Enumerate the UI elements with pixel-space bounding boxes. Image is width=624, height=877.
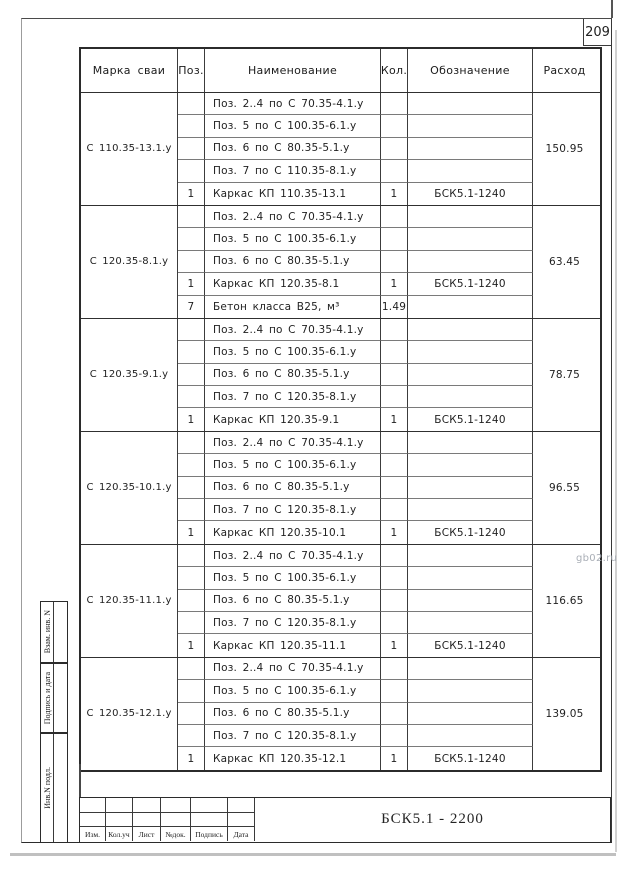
cell-designation <box>408 341 533 363</box>
cell-pile-mark: С 120.35-10.1.у <box>81 432 178 544</box>
cell-qty <box>381 680 408 702</box>
cell-pos <box>178 725 205 747</box>
cell-name: Поз. 6 по С 80.35-5.1.у <box>205 364 381 386</box>
cell-qty <box>381 386 408 408</box>
cell-qty <box>381 703 408 725</box>
cell-designation <box>408 319 533 341</box>
cell-pos <box>178 454 205 476</box>
cell-designation <box>408 680 533 702</box>
cell-pos: 1 <box>178 183 205 205</box>
cell-qty <box>381 545 408 567</box>
stamp-label: Подпись <box>191 827 228 841</box>
cell-designation: БСК5.1-1240 <box>408 408 533 430</box>
cell-qty <box>381 454 408 476</box>
side-box-podpis-data <box>40 663 68 733</box>
cell-pos <box>178 545 205 567</box>
cell-qty: 1 <box>381 273 408 295</box>
stamp-cell <box>106 813 133 827</box>
cell-qty <box>381 228 408 250</box>
stamp-cell <box>133 813 161 827</box>
header-cell-mark: Марка сваи <box>81 49 178 92</box>
cell-qty <box>381 160 408 182</box>
cell-consumption: 150.95 <box>545 142 584 155</box>
cell-designation <box>408 567 533 589</box>
stamp-cell <box>228 813 255 827</box>
cell-name: Каркас КП 110.35-13.1 <box>205 183 381 205</box>
cell-qty <box>381 115 408 137</box>
cell-qty <box>381 658 408 680</box>
cell-designation: БСК5.1-1240 <box>408 273 533 295</box>
stamp-cell <box>161 813 191 827</box>
cell-designation <box>408 499 533 521</box>
cell-designation: БСК5.1-1240 <box>408 183 533 205</box>
stamp-label: №док. <box>161 827 191 841</box>
cell-qty <box>381 364 408 386</box>
cell-designation <box>408 160 533 182</box>
document-code: БСК5.1 - 2200 <box>381 811 484 827</box>
cell-consumption: 63.45 <box>548 255 581 268</box>
table-block <box>81 657 600 770</box>
cell-pos <box>178 206 205 228</box>
cell-name: Каркас КП 120.35-9.1 <box>205 408 381 430</box>
cell-qty <box>381 206 408 228</box>
cell-designation: БСК5.1-1240 <box>408 747 533 769</box>
cell-designation <box>408 93 533 115</box>
cell-qty: 1 <box>381 183 408 205</box>
cell-designation <box>408 658 533 680</box>
side-box-label-area <box>41 602 54 662</box>
cell-pile-mark: С 120.35-12.1.у <box>81 658 178 770</box>
header-cell-name: Наименование <box>205 49 381 92</box>
cell-qty <box>381 251 408 273</box>
stamp-cell <box>106 798 133 813</box>
cell-qty <box>381 432 408 454</box>
stamp-label: Лист <box>133 827 161 841</box>
cell-pos <box>178 160 205 182</box>
cell-pos <box>178 703 205 725</box>
table-block <box>81 544 600 657</box>
cell-qty <box>381 499 408 521</box>
cell-name: Поз. 2..4 по С 70.35-4.1.у <box>205 206 381 228</box>
watermark: gb02.ru <box>576 553 618 564</box>
side-label: Взам. инв. N <box>42 610 52 654</box>
cell-name: Поз. 7 по С 110.35-8.1.у <box>205 160 381 182</box>
cell-name: Поз. 5 по С 100.35-6.1.у <box>205 115 381 137</box>
title-block <box>79 797 611 843</box>
cell-designation: БСК5.1-1240 <box>408 521 533 543</box>
cell-pos: 1 <box>178 634 205 656</box>
cell-designation <box>408 228 533 250</box>
scan-shadow-bottom <box>10 853 616 856</box>
cell-qty <box>381 477 408 499</box>
cell-qty: 1 <box>381 408 408 430</box>
cell-name: Поз. 6 по С 80.35-5.1.у <box>205 251 381 273</box>
stamp-cell <box>191 813 228 827</box>
scan-shadow-right <box>615 30 617 852</box>
cell-qty: 1 <box>381 634 408 656</box>
cell-qty: 1 <box>381 747 408 769</box>
cell-pos <box>178 115 205 137</box>
cell-pos: 1 <box>178 273 205 295</box>
cell-pos <box>178 93 205 115</box>
stamp-cell <box>228 798 255 813</box>
side-box-label-area <box>41 734 54 842</box>
cell-designation <box>408 612 533 634</box>
cell-designation <box>408 115 533 137</box>
cell-consumption: 116.65 <box>545 594 584 607</box>
stamp-label: Изм. <box>80 827 106 841</box>
cell-pos: 7 <box>178 296 205 318</box>
stamp-cell <box>161 798 191 813</box>
table-block <box>81 93 600 205</box>
cell-name: Поз. 6 по С 80.35-5.1.у <box>205 477 381 499</box>
cell-designation <box>408 432 533 454</box>
cell-qty <box>381 93 408 115</box>
main-table <box>79 47 602 772</box>
side-box-inv-podl <box>40 733 68 843</box>
cell-pos <box>178 386 205 408</box>
cell-pos: 1 <box>178 747 205 769</box>
cell-name: Бетон класса В25, м³ <box>205 296 381 318</box>
cell-name: Поз. 6 по С 80.35-5.1.у <box>205 590 381 612</box>
cell-pos <box>178 658 205 680</box>
cell-qty <box>381 590 408 612</box>
cell-pile-mark: С 120.35-8.1.у <box>81 206 178 318</box>
cell-qty <box>381 341 408 363</box>
cell-pos <box>178 251 205 273</box>
stamp-cell <box>191 798 228 813</box>
cell-qty <box>381 612 408 634</box>
cell-name: Поз. 7 по С 120.35-8.1.у <box>205 725 381 747</box>
header-cell-consumption: Расход <box>543 64 586 77</box>
cell-name: Поз. 5 по С 100.35-6.1.у <box>205 454 381 476</box>
cell-name: Поз. 6 по С 80.35-5.1.у <box>205 703 381 725</box>
cell-qty <box>381 319 408 341</box>
scan-edge-mark <box>611 0 613 18</box>
cell-designation <box>408 206 533 228</box>
table-blocks <box>81 93 600 770</box>
cell-name: Каркас КП 120.35-10.1 <box>205 521 381 543</box>
stamp-cell <box>133 798 161 813</box>
cell-qty <box>381 725 408 747</box>
cell-qty: 1.49 <box>381 296 408 318</box>
cell-consumption: 96.55 <box>548 481 581 494</box>
cell-name: Каркас КП 120.35-12.1 <box>205 747 381 769</box>
table-block <box>81 318 600 431</box>
cell-designation <box>408 138 533 160</box>
sheet-number: 209 <box>583 19 611 46</box>
cell-qty <box>381 138 408 160</box>
cell-name: Поз. 2..4 по С 70.35-4.1.у <box>205 93 381 115</box>
cell-pos <box>178 590 205 612</box>
cell-designation <box>408 725 533 747</box>
cell-pile-mark: С 120.35-9.1.у <box>81 319 178 431</box>
cell-pos <box>178 364 205 386</box>
cell-pos <box>178 228 205 250</box>
cell-qty: 1 <box>381 521 408 543</box>
cell-name: Поз. 7 по С 120.35-8.1.у <box>205 612 381 634</box>
cell-pile-mark: С 110.35-13.1.у <box>81 93 178 205</box>
cell-name: Поз. 5 по С 100.35-6.1.у <box>205 680 381 702</box>
cell-pos <box>178 341 205 363</box>
cell-name: Поз. 2..4 по С 70.35-4.1.у <box>205 545 381 567</box>
stamp-label: Кол.уч <box>106 827 133 841</box>
table-block <box>81 205 600 318</box>
cell-name: Поз. 5 по С 100.35-6.1.у <box>205 341 381 363</box>
cell-pos <box>178 499 205 521</box>
cell-designation <box>408 386 533 408</box>
table-block <box>81 431 600 544</box>
side-box-vzam-inv <box>40 601 68 663</box>
cell-pos <box>178 138 205 160</box>
cell-pos <box>178 477 205 499</box>
header-cell-qty: Кол. <box>381 49 408 92</box>
cell-pos <box>178 432 205 454</box>
cell-pos <box>178 612 205 634</box>
cell-designation <box>408 454 533 476</box>
cell-pos <box>178 319 205 341</box>
cell-name: Поз. 5 по С 100.35-6.1.у <box>205 228 381 250</box>
frame-connector-line <box>79 764 81 797</box>
cell-name: Каркас КП 120.35-11.1 <box>205 634 381 656</box>
side-label: Инв.N подл. <box>42 767 52 809</box>
header-cell-designation: Обозначение <box>408 49 533 92</box>
cell-name: Поз. 5 по С 100.35-6.1.у <box>205 567 381 589</box>
cell-designation <box>408 545 533 567</box>
cell-pile-mark: С 120.35-11.1.у <box>81 545 178 657</box>
cell-consumption: 78.75 <box>548 368 581 381</box>
cell-pos <box>178 567 205 589</box>
cell-designation <box>408 364 533 386</box>
cell-qty <box>381 567 408 589</box>
header-cell-pos: Поз. <box>178 49 205 92</box>
cell-name: Поз. 2..4 по С 70.35-4.1.у <box>205 432 381 454</box>
stamp-label: Дата <box>228 827 255 841</box>
cell-consumption: 139.05 <box>545 707 584 720</box>
cell-name: Поз. 2..4 по С 70.35-4.1.у <box>205 658 381 680</box>
cell-pos: 1 <box>178 521 205 543</box>
cell-pos <box>178 680 205 702</box>
side-box-label-area <box>41 664 54 732</box>
cell-designation <box>408 296 533 318</box>
cell-name: Поз. 6 по С 80.35-5.1.у <box>205 138 381 160</box>
cell-name: Поз. 7 по С 120.35-8.1.у <box>205 499 381 521</box>
stamp-cell <box>80 798 106 813</box>
table-header <box>81 49 600 93</box>
side-label: Подпись и дата <box>42 671 52 725</box>
cell-designation <box>408 703 533 725</box>
cell-designation <box>408 477 533 499</box>
cell-designation <box>408 590 533 612</box>
cell-pos: 1 <box>178 408 205 430</box>
cell-designation: БСК5.1-1240 <box>408 634 533 656</box>
stamp-cell <box>80 813 106 827</box>
cell-name: Поз. 2..4 по С 70.35-4.1.у <box>205 319 381 341</box>
cell-designation <box>408 251 533 273</box>
cell-name: Каркас КП 120.35-8.1 <box>205 273 381 295</box>
cell-name: Поз. 7 по С 120.35-8.1.у <box>205 386 381 408</box>
